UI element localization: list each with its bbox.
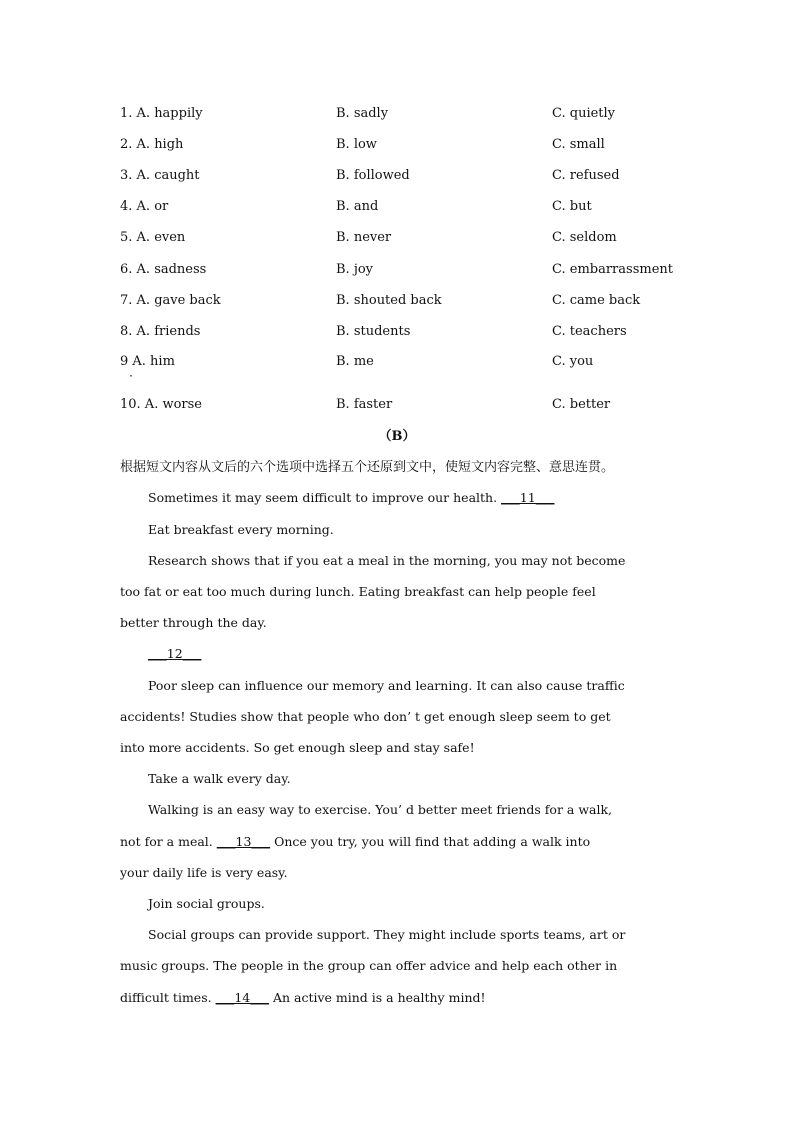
- passage-line: [148, 488, 554, 508]
- passage-line: Poor sleep can influence our memory and learning. It can also cause traffic: [148, 678, 625, 693]
- passage-text: difficult times.: [120, 990, 216, 1005]
- passage-line: [120, 832, 590, 852]
- instruction: 根据短文内容从文后的六个选项中选择五个还原到文中，使短文内容完整、意思连贯。: [120, 460, 615, 475]
- passage-line: into more accidents. So get enough sleep and stay safe!: [120, 740, 475, 755]
- option-c: C. quietly: [552, 106, 616, 121]
- option-row: [120, 197, 720, 217]
- option-b: B. sadly: [336, 106, 389, 121]
- passage-line: too fat or eat too much during lunch. Eating breakfast can help people feel: [120, 584, 596, 599]
- blank-12[interactable]: ___12___: [148, 646, 202, 661]
- option-a: 9 A. him: [120, 354, 175, 369]
- passage-text: Once you try, you will find that adding a walk into: [270, 834, 591, 849]
- option-c: C. but: [552, 199, 592, 214]
- passage-line: Research shows that if you eat a meal in the morning, you may not become: [148, 553, 626, 568]
- option-a: 4. A. or: [120, 199, 169, 214]
- passage-line: music groups. The people in the group can offer advice and help each other in: [120, 958, 618, 973]
- option-a: 3. A. caught: [120, 168, 200, 183]
- passage-line: better through the day.: [120, 615, 267, 630]
- option-c: C. refused: [552, 168, 620, 183]
- option-c: C. seldom: [552, 230, 617, 245]
- passage-line: Social groups can provide support. They might include sports teams, art or: [148, 927, 626, 942]
- option-c: C. teachers: [552, 324, 627, 339]
- passage-line: your daily life is very easy.: [120, 865, 288, 880]
- passage-text: An active mind is a healthy mind!: [268, 990, 486, 1005]
- option-c: C. embarrassment: [552, 262, 673, 277]
- passage-text: not for a meal.: [120, 834, 217, 849]
- blank-11[interactable]: ___11___: [501, 490, 555, 505]
- option-b: B. joy: [336, 262, 374, 277]
- option-row: [120, 352, 720, 372]
- option-a: 2. A. high: [120, 137, 184, 152]
- option-row: [120, 395, 720, 415]
- option-b: B. faster: [336, 397, 393, 412]
- passage-heading: Take a walk every day.: [148, 771, 291, 786]
- option-b: B. students: [336, 324, 411, 339]
- option-a: 6. A. sadness: [120, 262, 207, 277]
- option-c: C. better: [552, 397, 611, 412]
- option-c: C. came back: [552, 293, 641, 308]
- option-b: B. me: [336, 354, 374, 369]
- option-b: B. never: [336, 230, 392, 245]
- option-a: 5. A. even: [120, 230, 186, 245]
- option-b: B. low: [336, 137, 377, 152]
- option-a: 7. A. gave back: [120, 293, 221, 308]
- passage-line: [120, 988, 486, 1008]
- option-c: C. you: [552, 354, 594, 369]
- option-row: [120, 260, 720, 280]
- option-c: C. small: [552, 137, 605, 152]
- passage-text: Sometimes it may seem difficult to improve our health.: [148, 490, 502, 505]
- section-title: （B）: [378, 429, 416, 444]
- option-row: [120, 104, 720, 124]
- option-b: B. and: [336, 199, 379, 214]
- option-a: 1. A. happily: [120, 106, 203, 121]
- passage-line: [148, 644, 201, 664]
- passage-line: accidents! Studies show that people who don’ t get enough sleep seem to get: [120, 709, 611, 724]
- blank-14[interactable]: ___14___: [215, 990, 269, 1005]
- passage-heading: Eat breakfast every morning.: [148, 522, 334, 537]
- blank-13[interactable]: ___13___: [216, 834, 271, 849]
- passage-line: Walking is an easy way to exercise. You’ d better meet friends for a walk,: [148, 802, 613, 817]
- option-a: 10. A. worse: [120, 397, 202, 412]
- option-a: 8. A. friends: [120, 324, 201, 339]
- option-row: [120, 135, 720, 155]
- stray-dot: ·: [128, 371, 135, 382]
- option-row: [120, 228, 720, 248]
- option-row: [120, 291, 720, 311]
- passage-heading: Join social groups.: [148, 896, 265, 911]
- option-row: [120, 322, 720, 342]
- option-b: B. shouted back: [336, 293, 442, 308]
- option-row: [120, 166, 720, 186]
- option-b: B. followed: [336, 168, 410, 183]
